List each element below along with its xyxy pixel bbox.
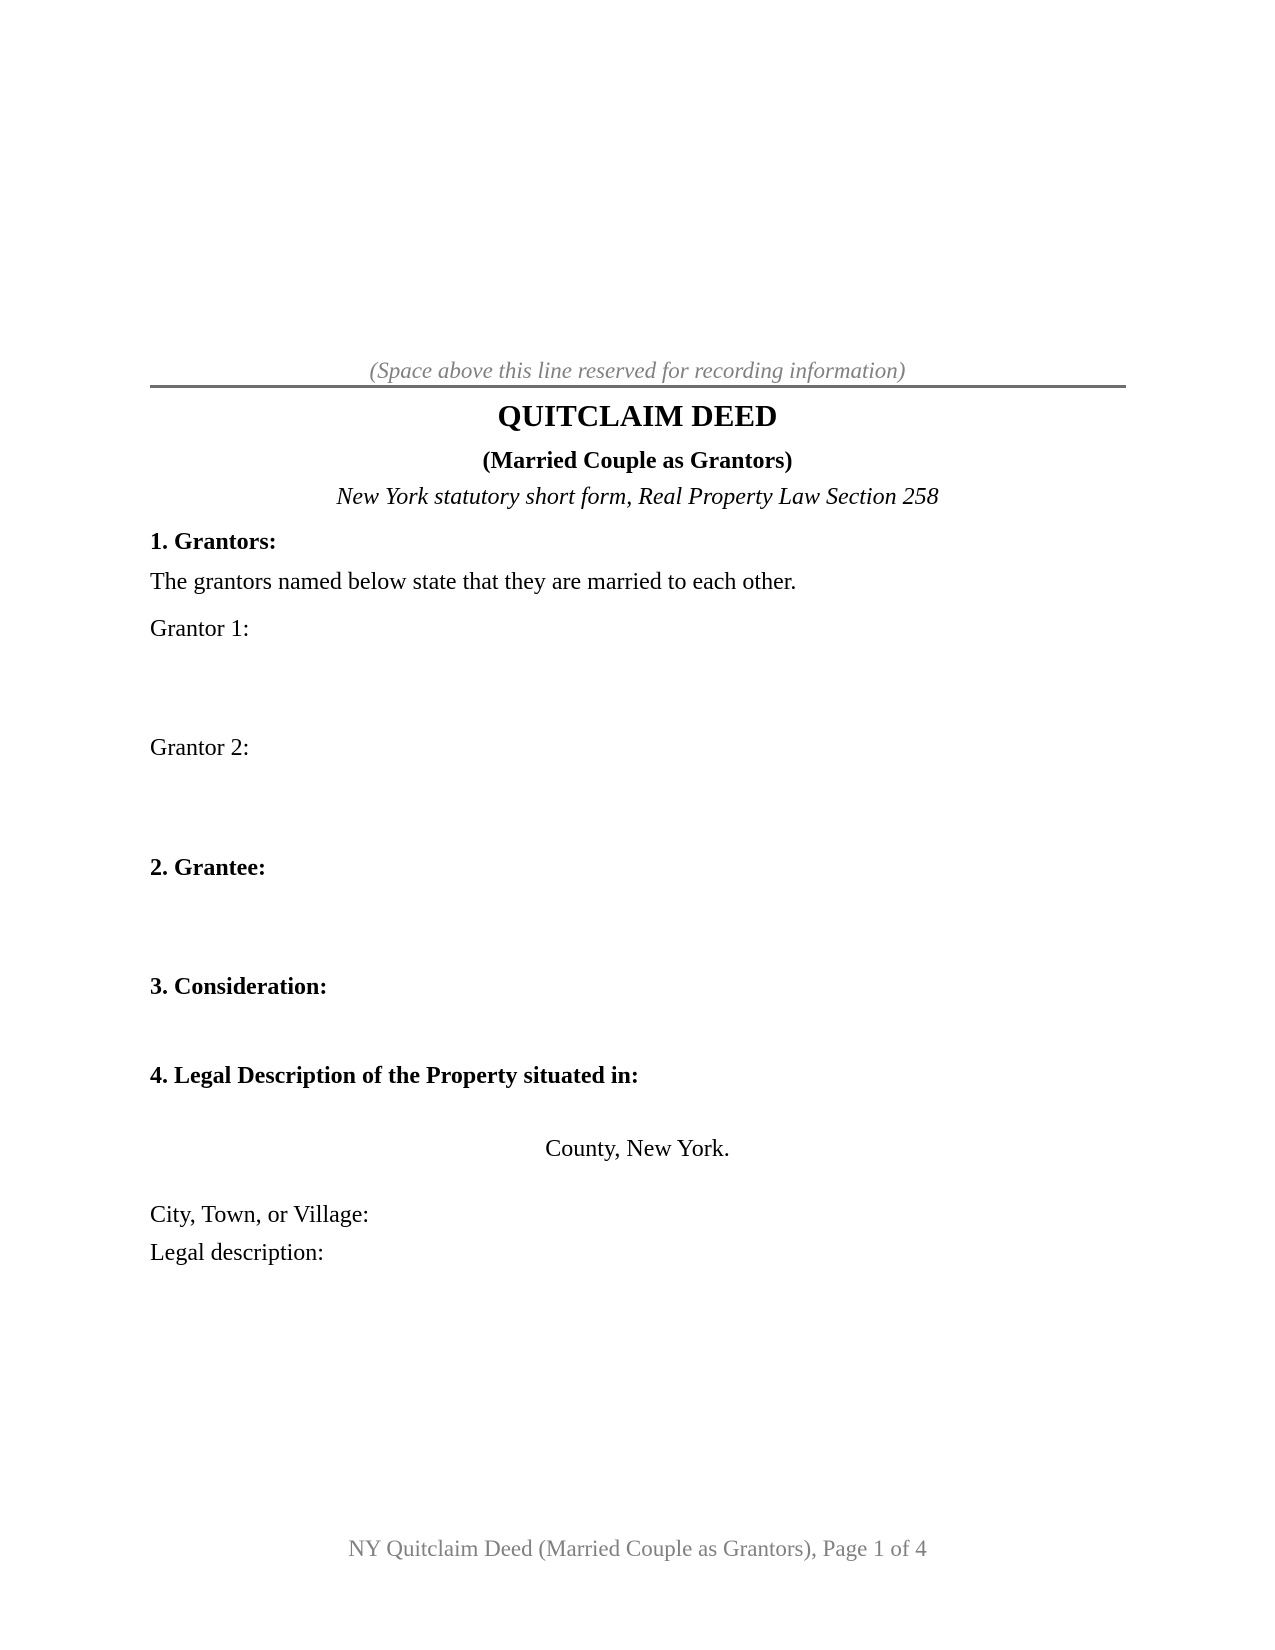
grantee-heading: 2. Grantee:	[150, 855, 266, 881]
page-footer: NY Quitclaim Deed (Married Couple as Grantors), Page 1 of 4	[348, 1536, 927, 1561]
legal-description-label: Legal description:	[150, 1240, 324, 1266]
city-town-village-label: City, Town, or Village:	[150, 1202, 370, 1228]
recording-divider-line	[150, 385, 1126, 388]
legal-description-heading: 4. Legal Description of the Property situated in:	[150, 1063, 639, 1089]
recording-reserved-note: (Space above this line reserved for recording information)	[369, 358, 906, 383]
document-title: QUITCLAIM DEED	[497, 398, 778, 433]
county-line: County, New York.	[545, 1136, 730, 1162]
consideration-heading: 3. Consideration:	[150, 974, 328, 1000]
grantor-2-label: Grantor 2:	[150, 735, 250, 761]
grantor-1-label: Grantor 1:	[150, 616, 250, 642]
statute-reference: New York statutory short form, Real Property Law Section 258	[336, 484, 939, 510]
grantors-heading: 1. Grantors:	[150, 529, 277, 555]
document-subtitle: (Married Couple as Grantors)	[482, 448, 793, 474]
grantors-statement: The grantors named below state that they are married to each other.	[150, 569, 797, 595]
